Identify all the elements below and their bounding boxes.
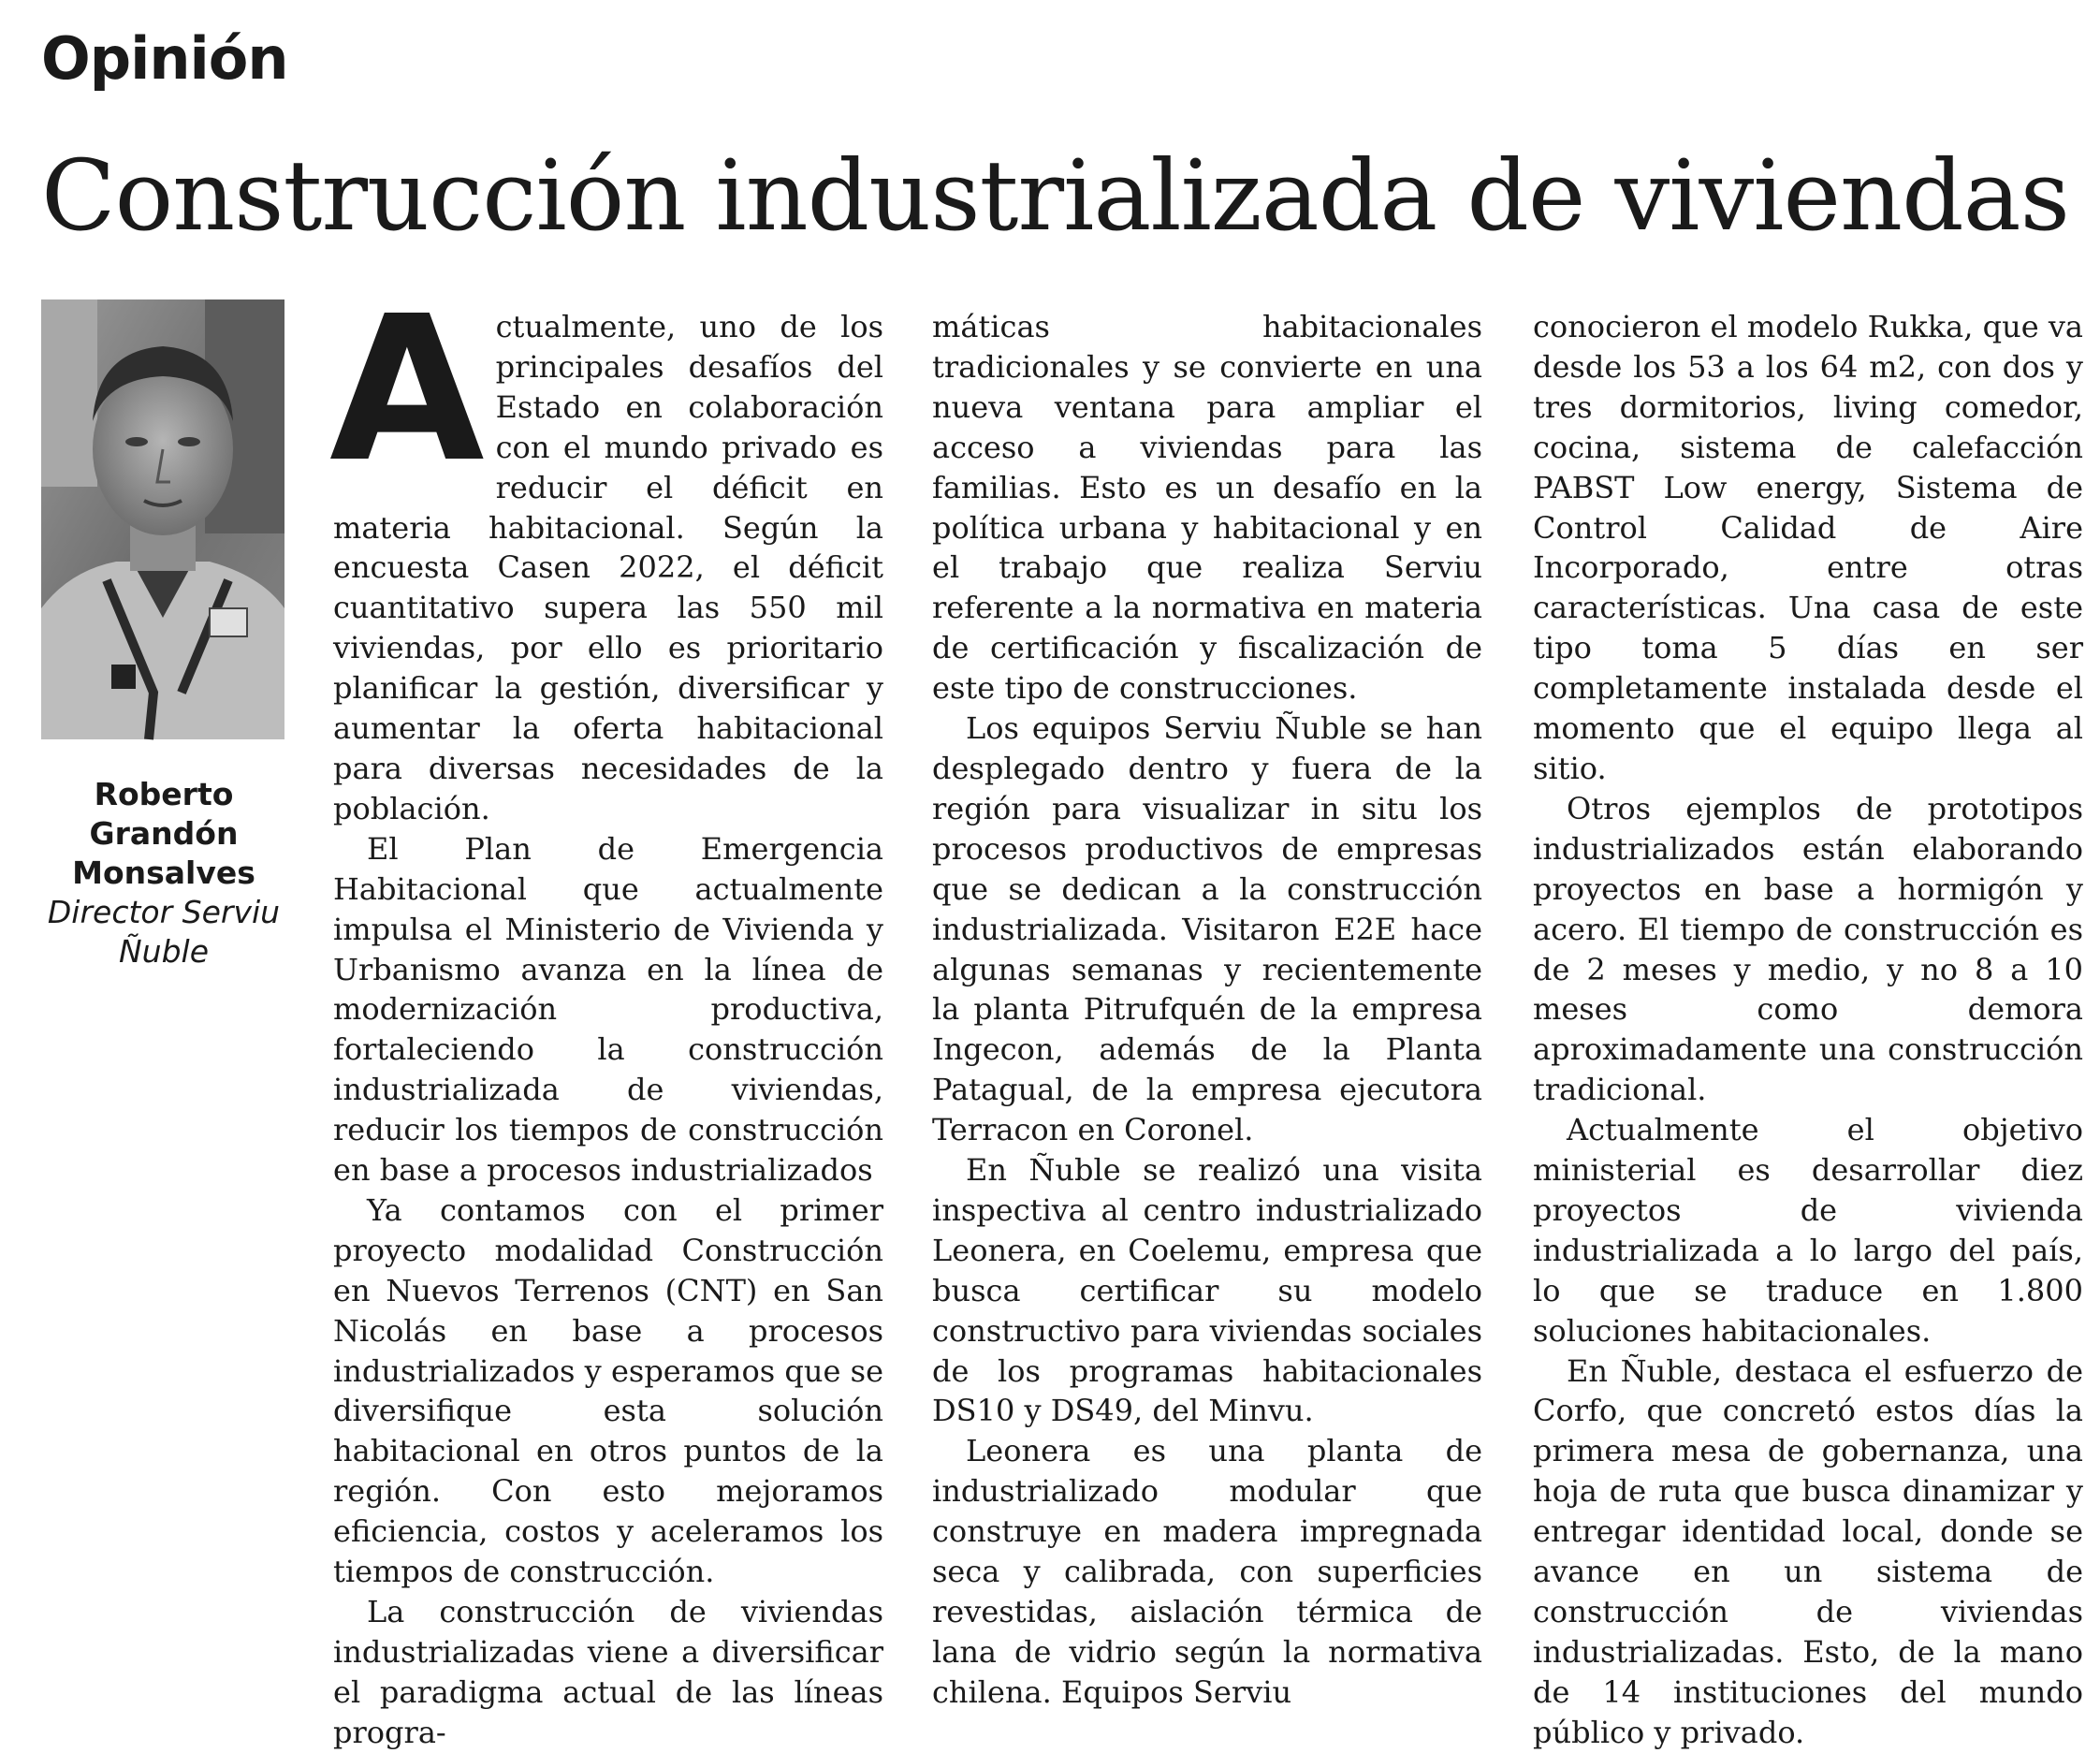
article-paragraph: La construcción de viviendas industrializadas viene a diversificar el paradigma actual de las líneas progra- <box>333 1594 883 1750</box>
author-name-line: Grandón <box>89 815 239 852</box>
article-column-2 <box>932 307 1482 1710</box>
headline: Construcción industrializada de viviendas <box>41 139 2070 253</box>
article-paragraph-continued: máticas habitacionales tradicionales y se convierte en una nueva ventana para ampliar el acceso a viviendas para las familias. Esto es un desafío en la política urbana y habitacional y en el trabajo que realiza Serviu referente a la normativa en materia de certificación y fiscalización de este tipo de construcciones. <box>932 309 1482 707</box>
article-paragraph-continued: conocieron el modelo Rukka, que va desde los 53 a los 64 m2, con dos y tres dormitorios, living comedor, cocina, sistema de calefacción PABST Low energy, Sistema de Control Calidad de Aire Incorporado, entre otras características. Una casa de este tipo toma 5 días en ser completamente instalada desde el momento que el equipo llega al sitio. <box>1533 309 2083 786</box>
author-role-line: Director Serviu <box>47 894 281 930</box>
article-paragraph <box>329 273 883 829</box>
drop-cap: A <box>329 273 485 506</box>
article-column-1 <box>329 273 883 1750</box>
article-paragraph: Actualmente el objetivo ministerial es desarrollar diez proyectos de vivienda industrializada a lo largo del país, lo que se traduce en 1.800 soluciones habitacionales. <box>1533 1112 2083 1349</box>
author-photo <box>41 299 284 739</box>
paragraph-text: ctualmente, uno de los principales desafíos del Estado en colaboración con el mundo privado es reducir el déficit en materia habitacional. Según la encuesta Casen 2022, el déficit cuantitativo supera las 550 mil viviendas, por ello es prioritario planificar la gestión, diversificar y aumentar la oferta habitacional para diversas necesidades de la población. <box>333 309 883 826</box>
author-name-line: Monsalves <box>72 855 255 891</box>
article-paragraph: Leonera es una planta de industrializado modular que construye en madera impregnada seca y calibrada, con superficies revestidas, aislación térmica de lana de vidrio según la normativa chilena. Equipos Serviu <box>932 1433 1482 1710</box>
article-paragraph: Ya contamos con el primer proyecto modalidad Construcción en Nuevos Terrenos (CNT) en San Nicolás en base a procesos industrializados y esperamos que se diversifique esta solución habitacional en otros puntos de la región. Con esto mejoramos eficiencia, costos y aceleramos los tiempos de construcción. <box>333 1191 883 1590</box>
article-paragraph: Otros ejemplos de prototipos industrializados están elaborando proyectos en base a hormigón y acero. El tiempo de construcción es de 2 meses y medio, y no 8 a 10 meses como demora aproximadamente una construcción tradicional. <box>1533 790 2083 1108</box>
author-portrait-image <box>41 299 284 739</box>
author-byline <box>28 775 299 971</box>
author-name-line: Roberto <box>94 776 234 812</box>
article-paragraph: En Ñuble, destaca el esfuerzo de Corfo, que concretó estos días la primera mesa de gobernanza, una hoja de ruta que busca dinamizar y entregar identidad local, donde se avance en un sistema de construcción de viviendas industrializadas. Esto, de la mano de 14 instituciones del mundo público y privado. <box>1533 1352 2083 1750</box>
article-paragraph: Los equipos Serviu Ñuble se han desplegado dentro y fuera de la región para visualizar in situ los procesos productivos de empresas que se dedican a la construcción industrializada. Visitaron E2E hace algunas semanas y recientemente la planta Pitrufquén de la empresa Ingecon, además de la Planta Patagual, de la empresa ejecutora Terracon en Coronel. <box>932 710 1482 1148</box>
author-role-line: Ñuble <box>118 933 210 970</box>
article-paragraph: El Plan de Emergencia Habitacional que actualmente impulsa el Ministerio de Vivienda y Urbanismo avanza en la línea de modernización productiva, fortaleciendo la construcción industrializada de viviendas, reducir los tiempos de construcción en base a procesos industrializados <box>333 830 883 1189</box>
article-paragraph: En Ñuble se realizó una visita inspectiva al centro industrializado Leonera, en Coelemu, empresa que busca certificar su modelo constructivo para viviendas sociales de los programas habitacionales DS10 y DS49, del Minvu. <box>932 1152 1482 1429</box>
section-label: Opinión <box>41 24 288 93</box>
article-column-3 <box>1533 307 2083 1750</box>
